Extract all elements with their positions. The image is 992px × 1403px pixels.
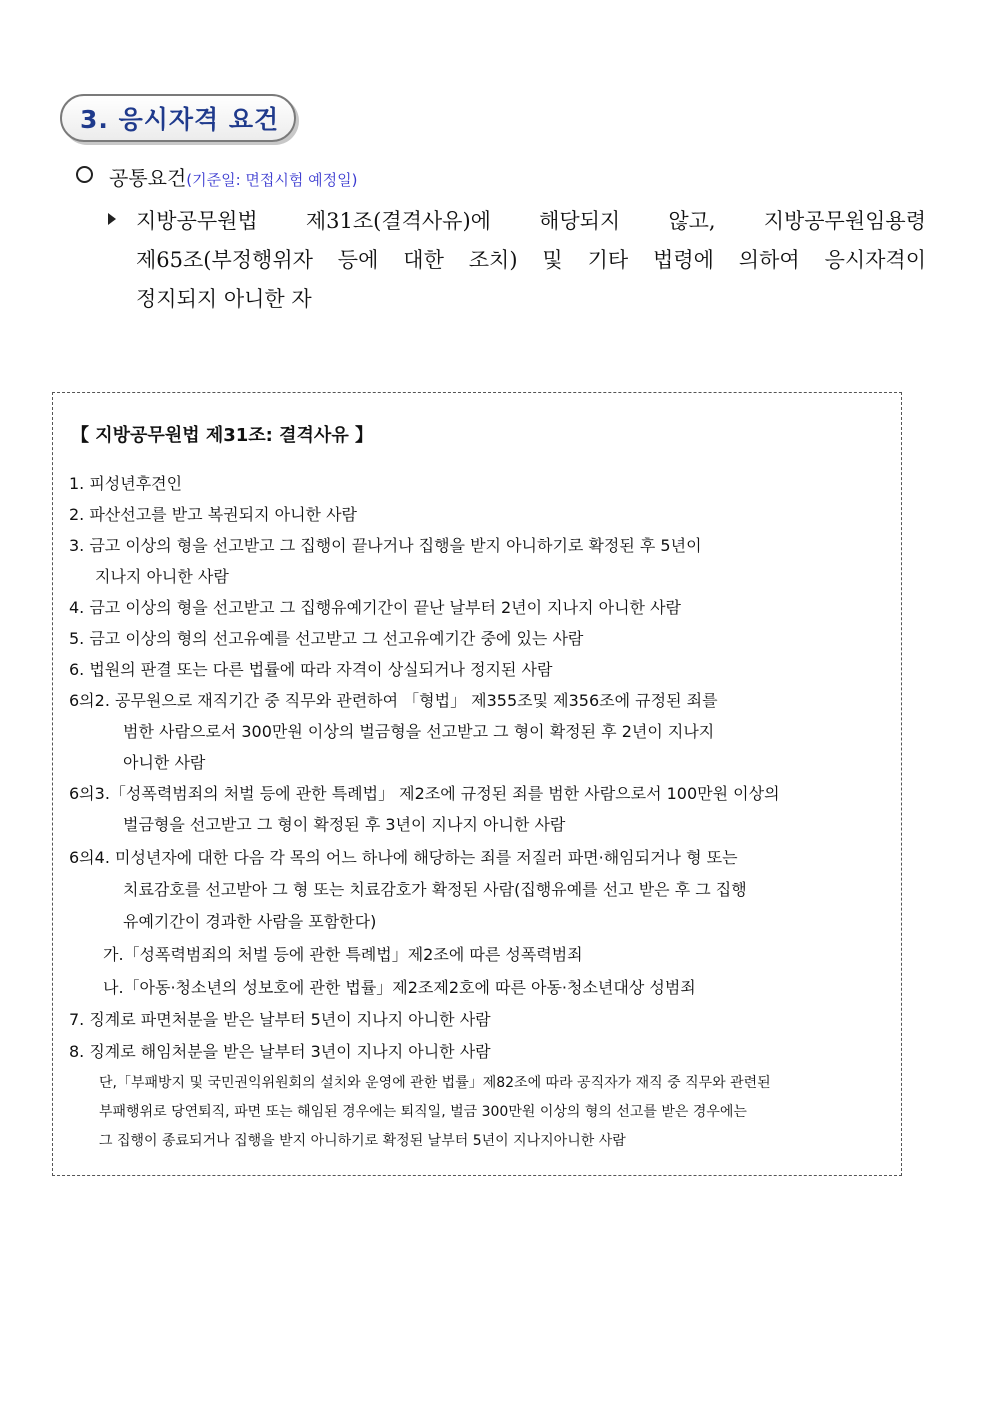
list-item: 지나지 아니한 사람 (95, 567, 229, 586)
triangle-bullet-icon (108, 213, 116, 225)
note-line: 그 집행이 종료되거나 집행을 받지 아니하기로 확정된 날부터 5년이 지나지아니한 사람 (99, 1133, 626, 1149)
list-item: 유예기간이 경과한 사람을 포함한다) (123, 912, 377, 931)
list-item: 벌금형을 선고받고 그 형이 확정된 후 3년이 지나지 아니한 사람 (123, 815, 566, 834)
section-title: 3. 응시자격 요건 (80, 105, 280, 134)
list-item: 치료감호를 선고받아 그 형 또는 치료감호가 확정된 사람(집행유예를 선고 받은 후 그 집행 (123, 880, 747, 899)
common-label: 공통요건 (109, 166, 187, 190)
box-title: 【 지방공무원법 제31조: 결격사유 】 (71, 425, 373, 446)
note-line: 단,「부패방지 및 국민권익위원회의 설치와 운영에 관한 법률」제82조에 따라 공직자가 재직 중 직무와 관련된 (99, 1075, 771, 1091)
list-item: 나.「아동·청소년의 성보호에 관한 법률」제2조제2호에 따른 아동·청소년대상 성범죄 (103, 978, 696, 997)
list-item: 가.「성폭력범죄의 처벌 등에 관한 특례법」제2조에 따른 성폭력범죄 (103, 945, 583, 964)
common-requirement (76, 162, 357, 191)
list-item: 6의3.「성폭력범죄의 처벌 등에 관한 특례법」 제2조에 규정된 죄를 범한 사람으로서 100만원 이상의 (69, 784, 780, 803)
list-item: 3. 금고 이상의 형을 선고받고 그 집행이 끝나거나 집행을 받지 아니하기로 확정된 후 5년이 (69, 536, 702, 555)
requirement-line: 정지되지 아니한 자 (136, 287, 312, 311)
list-item: 범한 사람으로서 300만원 이상의 벌금형을 선고받고 그 형이 확정된 후 2년이 지나지 (123, 722, 715, 741)
requirement-text (136, 202, 926, 319)
common-sub: (기준일: 면접시험 예정일) (186, 171, 358, 189)
requirement-line: 제65조(부정행위자 등에 대한 조치) 및 기타 법령에 의하여 응시자격이 (136, 248, 926, 272)
list-item: 아니한 사람 (123, 753, 206, 772)
list-item: 6. 법원의 판결 또는 다른 법률에 따라 자격이 상실되거나 정지된 사람 (69, 660, 553, 679)
list-item: 4. 금고 이상의 형을 선고받고 그 집행유예기간이 끝난 날부터 2년이 지나지 아니한 사람 (69, 598, 681, 617)
disqualification-box (52, 392, 902, 1176)
list-item: 6의2. 공무원으로 재직기간 중 직무와 관련하여 「형법」 제355조및 제356조에 규정된 죄를 (69, 691, 718, 710)
section-heading (60, 94, 296, 142)
list-item: 1. 피성년후견인 (69, 474, 183, 493)
list-item: 7. 징계로 파면처분을 받은 날부터 5년이 지나지 아니한 사람 (69, 1010, 491, 1029)
list-item: 2. 파산선고를 받고 복권되지 아니한 사람 (69, 505, 357, 524)
requirement-bullet (106, 202, 926, 319)
note-line: 부패행위로 당연퇴직, 파면 또는 해임된 경우에는 퇴직일, 벌금 300만원 이상의 형의 선고를 받은 경우에는 (99, 1104, 747, 1120)
list-item: 6의4. 미성년자에 대한 다음 각 목의 어느 하나에 해당하는 죄를 저질러 파면·해임되거나 형 또는 (69, 848, 738, 867)
requirement-line: 지방공무원법 제31조(결격사유)에 해당되지 않고, 지방공무원임용령 (136, 209, 926, 233)
circle-bullet-icon (76, 166, 93, 183)
list-item: 8. 징계로 해임처분을 받은 날부터 3년이 지나지 아니한 사람 (69, 1042, 491, 1061)
list-item: 5. 금고 이상의 형의 선고유예를 선고받고 그 선고유예기간 중에 있는 사람 (69, 629, 584, 648)
